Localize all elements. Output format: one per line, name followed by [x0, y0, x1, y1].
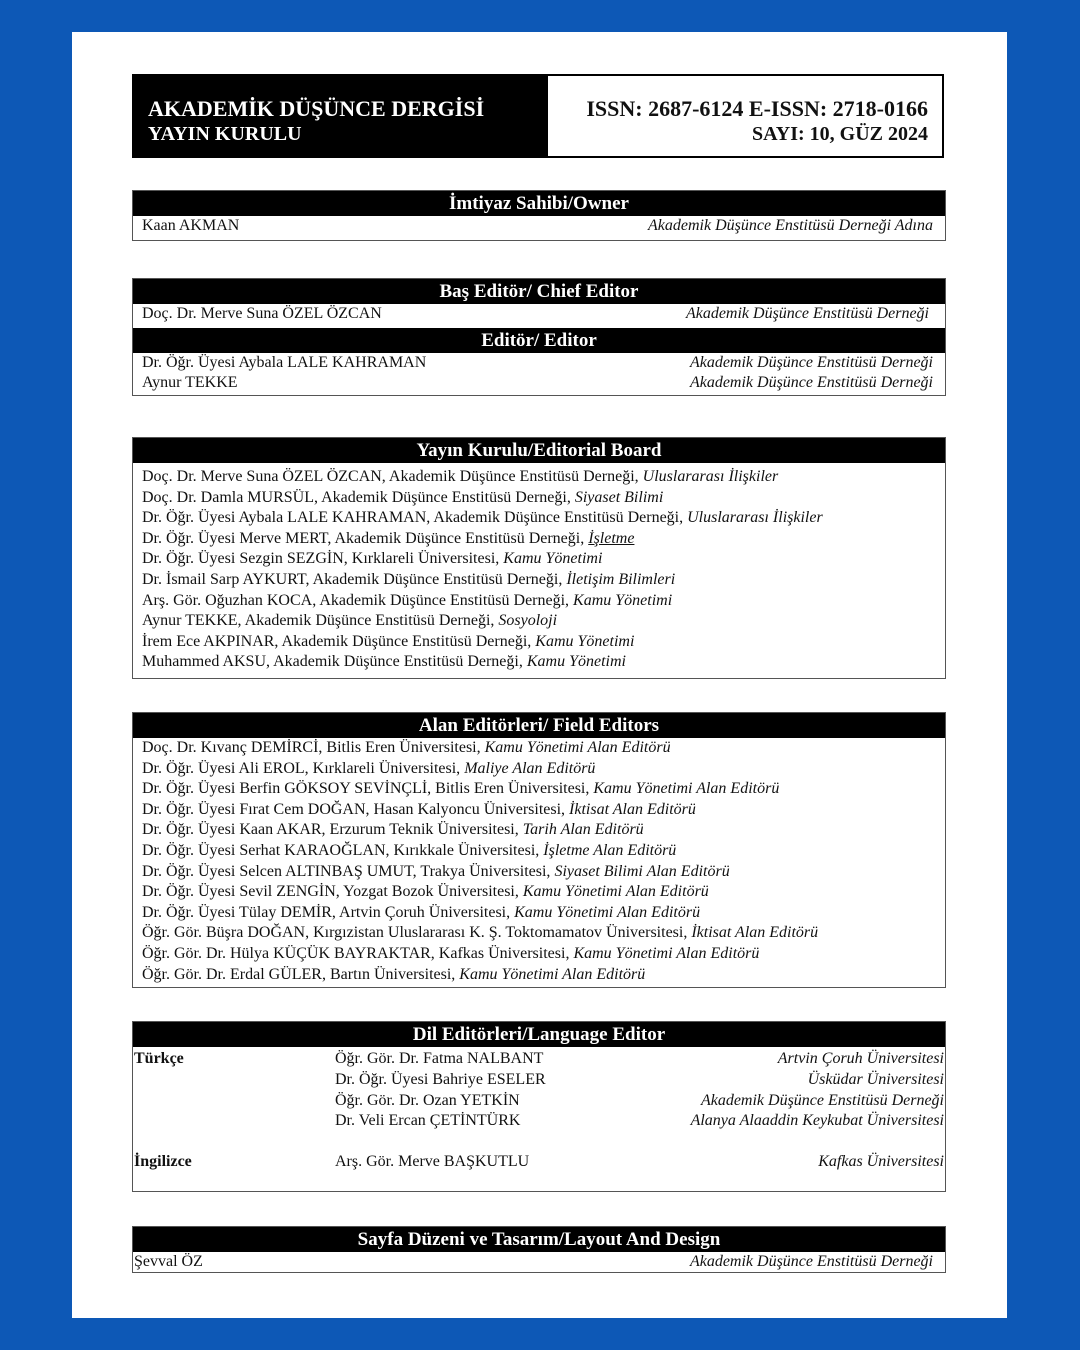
- list-item: Dr. Öğr. Üyesi Merve MERT, Akademik Düşünce Enstitüsü Derneği, İşletme: [142, 529, 635, 547]
- section-title: Alan Editörleri/ Field Editors: [133, 713, 945, 738]
- editor-name: Aynur TEKKE: [142, 374, 238, 391]
- masthead-title-block: [134, 76, 548, 156]
- field-editors-section: [132, 712, 946, 988]
- language-label: [133, 1111, 335, 1132]
- language-editor-name: Öğr. Gör. Dr. Fatma NALBANT: [335, 1050, 544, 1067]
- language-label: [133, 1091, 335, 1112]
- list-item: Dr. Öğr. Üyesi Serhat KARAOĞLAN, Kırıkkale Üniversitesi, İşletme Alan Editörü: [142, 841, 677, 859]
- list-item: Dr. Öğr. Üyesi Ali EROL, Kırklareli Üniversitesi, Maliye Alan Editörü: [142, 759, 596, 777]
- language-label: [133, 1070, 335, 1091]
- language-editors-grid: [133, 1047, 945, 1173]
- language-editor-name: Dr. Öğr. Üyesi Bahriye ESELER: [335, 1070, 546, 1088]
- list-item: Dr. Öğr. Üyesi Berfin GÖKSOY SEVİNÇLİ, Bitlis Eren Üniversitesi, Kamu Yönetimi Alan Editörü: [142, 780, 780, 798]
- list-item: Öğr. Gör. Dr. Erdal GÜLER, Bartın Üniversitesi, Kamu Yönetimi Alan Editörü: [142, 965, 646, 983]
- list-item: Öğr. Gör. Büşra DOĞAN, Kırgızistan Uluslararası K. Ş. Toktomamatov Üniversitesi, İktisat Alan Editörü: [142, 924, 819, 942]
- editor-affiliation: Akademik Düşünce Enstitüsü Derneği: [689, 353, 933, 371]
- editorial-board-section: [132, 437, 946, 679]
- section-title: Dil Editörleri/Language Editor: [133, 1022, 945, 1047]
- list-item: Dr. Öğr. Üyesi Tülay DEMİR, Artvin Çoruh Üniversitesi, Kamu Yönetimi Alan Editörü: [142, 903, 701, 921]
- layout-design-row: [133, 1252, 945, 1273]
- list-item: Doç. Dr. Damla MURSÜL, Akademik Düşünce Enstitüsü Derneği, Siyaset Bilimi: [142, 488, 664, 506]
- list-item: Dr. İsmail Sarp AYKURT, Akademik Düşünce Enstitüsü Derneği, İletişim Bilimleri: [142, 570, 676, 588]
- owner-row: [133, 216, 945, 237]
- masthead-issn-block: [548, 76, 942, 156]
- language-editor-affiliation: Alanya Alaaddin Keykubat Üniversitesi: [690, 1112, 944, 1130]
- editor-affiliation: Akademik Düşünce Enstitüsü Derneği: [689, 374, 933, 391]
- language-editor-affiliation: Üsküdar Üniversitesi: [807, 1070, 944, 1088]
- list-item: Öğr. Gör. Dr. Hülya KÜÇÜK BAYRAKTAR, Kafkas Üniversitesi, Kamu Yönetimi Alan Editörü: [142, 944, 760, 962]
- journal-name: AKADEMİK DÜŞÜNCE DERGİSİ: [148, 96, 485, 121]
- editors-section: [132, 278, 946, 396]
- chief-editor-affiliation: Akademik Düşünce Enstitüsü Derneği: [685, 305, 929, 322]
- issn: ISSN: 2687-6124 E-ISSN: 2718-0166: [586, 96, 928, 121]
- designer-name: Şevval ÖZ: [134, 1253, 203, 1270]
- list-item: Dr. Öğr. Üyesi Aybala LALE KAHRAMAN, Akademik Düşünce Enstitüsü Derneği, Uluslararası İlişkiler: [142, 509, 823, 527]
- section-title: Editör/ Editor: [133, 328, 945, 353]
- language-editor-affiliation: Artvin Çoruh Üniversitesi: [777, 1050, 944, 1067]
- list-item: Dr. Öğr. Üyesi Kaan AKAR, Erzurum Teknik Üniversitesi, Tarih Alan Editörü: [142, 821, 644, 839]
- section-title: Sayfa Düzeni ve Tasarım/Layout And Design: [133, 1227, 945, 1252]
- language-editor-name: Dr. Veli Ercan ÇETİNTÜRK: [335, 1112, 521, 1130]
- editor-row: [133, 373, 945, 394]
- masthead: [132, 74, 944, 158]
- list-item: Dr. Öğr. Üyesi Sevil ZENGİN, Yozgat Bozok Üniversitesi, Kamu Yönetimi Alan Editörü: [142, 883, 709, 901]
- language-editor-affiliation: Kafkas Üniversitesi: [818, 1153, 944, 1171]
- language-editor-affiliation: Akademik Düşünce Enstitüsü Derneği: [700, 1091, 944, 1109]
- list-item: Dr. Öğr. Üyesi Fırat Cem DOĞAN, Hasan Kalyoncu Üniversitesi, İktisat Alan Editörü: [142, 800, 696, 818]
- issue: SAYI: 10, GÜZ 2024: [752, 123, 928, 145]
- board-label: YAYIN KURULU: [148, 123, 302, 145]
- list-item: Arş. Gör. Oğuzhan KOCA, Akademik Düşünce Enstitüsü Derneği, Kamu Yönetimi: [142, 591, 673, 609]
- language-label: İngilizce: [134, 1153, 192, 1171]
- language-editor-name: Öğr. Gör. Dr. Ozan YETKİN: [335, 1091, 520, 1109]
- list-item: Aynur TEKKE, Akademik Düşünce Enstitüsü Derneği, Sosyoloji: [142, 612, 558, 630]
- owner-name: Kaan AKMAN: [142, 217, 240, 234]
- list-item: Doç. Dr. Kıvanç DEMİRCİ, Bitlis Eren Üniversitesi, Kamu Yönetimi Alan Editörü: [142, 739, 671, 756]
- document-page: [72, 32, 1007, 1318]
- language-label: Türkçe: [134, 1050, 184, 1067]
- list-item: İrem Ece AKPINAR, Akademik Düşünce Enstitüsü Derneği, Kamu Yönetimi: [142, 632, 635, 650]
- editor-row: [133, 353, 945, 374]
- editor-name: Dr. Öğr. Üyesi Aybala LALE KAHRAMAN: [142, 353, 427, 371]
- owner-section: [132, 190, 946, 241]
- language-editors-section: [132, 1021, 946, 1192]
- list-item: Doç. Dr. Merve Suna ÖZEL ÖZCAN, Akademik Düşünce Enstitüsü Derneği, Uluslararası İlişkiler: [142, 468, 779, 485]
- list-item: Dr. Öğr. Üyesi Selcen ALTINBAŞ UMUT, Trakya Üniversitesi, Siyaset Bilimi Alan Editörü: [142, 862, 730, 880]
- list-item: Muhammed AKSU, Akademik Düşünce Enstitüsü Derneği, Kamu Yönetimi: [142, 653, 626, 671]
- chief-editor-name: Doç. Dr. Merve Suna ÖZEL ÖZCAN: [142, 305, 382, 322]
- chief-editor-row: [133, 304, 945, 325]
- section-title: İmtiyaz Sahibi/Owner: [133, 191, 945, 216]
- owner-affiliation: Akademik Düşünce Enstitüsü Derneği Adına: [648, 217, 933, 234]
- layout-design-section: [132, 1226, 946, 1273]
- list-item: Dr. Öğr. Üyesi Sezgin SEZGİN, Kırklareli Üniversitesi, Kamu Yönetimi: [142, 550, 603, 568]
- editorial-board-list: [133, 463, 945, 675]
- field-editors-list: [133, 738, 945, 987]
- language-editor-name: Arş. Gör. Merve BAŞKUTLU: [335, 1153, 530, 1171]
- designer-affiliation: Akademik Düşünce Enstitüsü Derneği: [689, 1253, 933, 1270]
- section-title: Yayın Kurulu/Editorial Board: [133, 438, 945, 463]
- section-title: Baş Editör/ Chief Editor: [133, 279, 945, 304]
